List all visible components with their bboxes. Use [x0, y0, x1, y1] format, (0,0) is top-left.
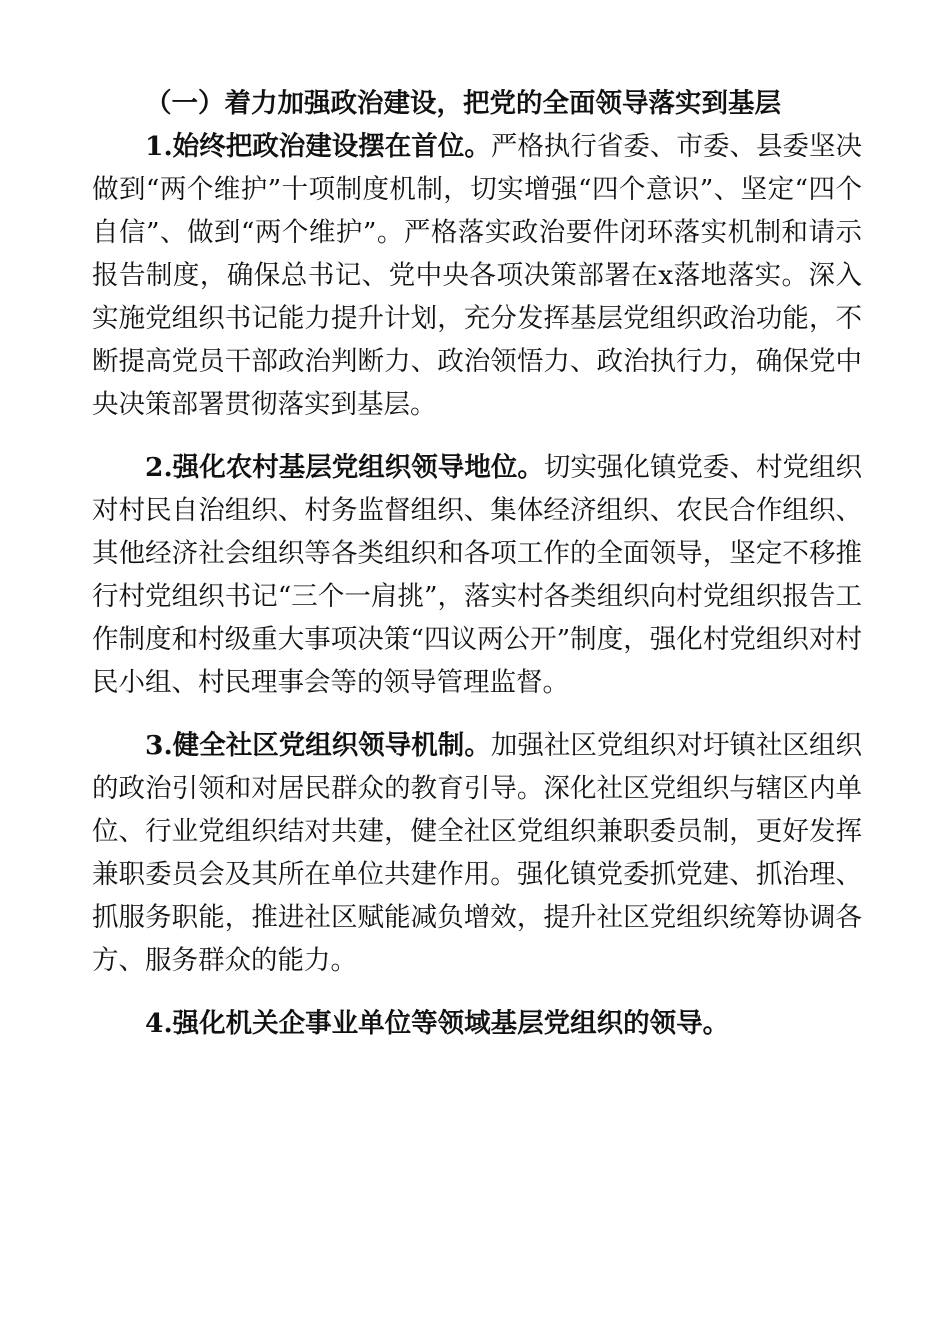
paragraph-3	[92, 724, 862, 982]
paragraph-1	[92, 125, 862, 426]
paragraph-3-lead: 3.健全社区党组织领导机制。	[145, 730, 491, 761]
paragraph-2-lead: 2.强化农村基层党组织领导地位。	[145, 452, 544, 483]
paragraph-2-body: 切实强化镇党委、村党组织对村民自治组织、村务监督组织、集体经济组织、农民合作组织、其他经济社会组织等各类组织和各项工作的全面领导，坚定不移推行村党组织书记“三个一肩挑”，落实村各类组织向村党组织报告工作制度和村级重大事项决策“四议两公开”制度，强化村党组织对村民小组、村民理事会等的领导管理监督。	[92, 452, 862, 698]
paragraph-2	[92, 446, 862, 704]
paragraph-3-body: 加强社区党组织对圩镇社区组织的政治引领和对居民群众的教育引导。深化社区党组织与辖区内单位、行业党组织结对共建，健全社区党组织兼职委员制，更好发挥兼职委员会及其所在单位共建作用。强化镇党委抓党建、抓治理、抓服务职能，推进社区赋能减负增效，提升社区党组织统筹协调各方、服务群众的能力。	[92, 730, 863, 976]
paragraph-1-body: 严格执行省委、市委、县委坚决做到“两个维护”十项制度机制，切实增强“四个意识”、坚定“四个自信”、做到“两个维护”。严格落实政治要件闭环落实机制和请示报告制度，确保总书记、党中央各项决策部署在x落地落实。深入实施党组织书记能力提升计划，充分发挥基层党组织政治功能，不断提高党员干部政治判断力、政治领悟力、政治执行力，确保党中央决策部署贯彻落实到基层。	[92, 131, 863, 420]
document-page	[92, 82, 862, 1065]
section-heading: （一）着力加强政治建设，把党的全面领导落实到基层	[145, 88, 781, 119]
paragraph-1-lead: 1.始终把政治建设摆在首位。	[145, 131, 491, 162]
paragraph-4-heading: 4.强化机关企事业单位等领域基层党组织的领导。	[145, 1008, 730, 1039]
